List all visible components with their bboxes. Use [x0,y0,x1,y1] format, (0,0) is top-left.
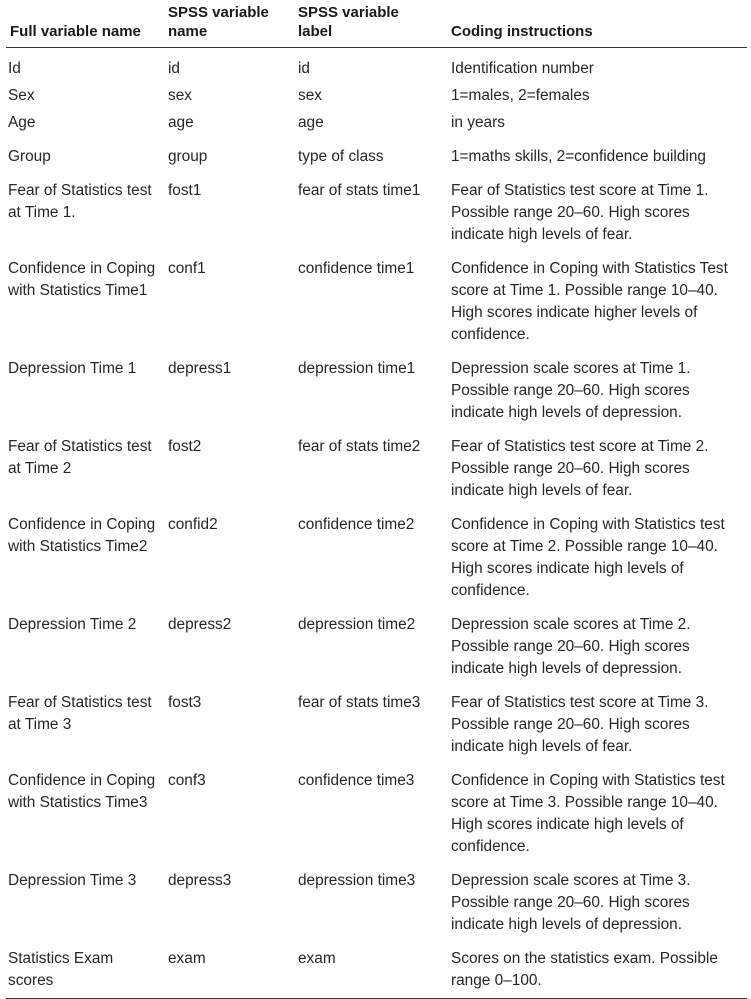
coding-instructions: Fear of Statistics test score at Time 1. Possible range 20–60. High scores indicate high levels of fear. [451,182,709,243]
full-variable-name: Age [8,114,36,131]
table-header [6,0,747,48]
spss-variable-name: fost2 [168,438,202,455]
spss-variable-name: id [168,60,180,77]
table-row [6,436,747,514]
coding-instructions: Confidence in Coping with Statistics test score at Time 3. Possible range 10–40. High scores indicate high levels of confidence. [451,772,725,855]
coding-instructions: Depression scale scores at Time 1. Possible range 20–60. High scores indicate high levels of depression. [451,360,691,421]
coding-instructions: Confidence in Coping with Statistics Test score at Time 1. Possible range 10–40. High scores indicate higher levels of confidence. [451,260,728,343]
full-variable-name: Fear of Statistics test at Time 2 [8,438,152,477]
spss-variable-label: sex [298,87,322,104]
spss-variable-name: age [168,114,194,131]
spss-variable-label: id [298,60,310,77]
spss-variable-label: depression time2 [298,616,416,633]
spss-variable-name: conf1 [168,260,206,277]
spss-variable-label: exam [298,950,336,967]
full-variable-name: Sex [8,87,35,104]
spss-variable-label: confidence time1 [298,260,415,277]
table-row [6,770,747,870]
header-spss-variable-name: SPSS variable name [168,0,298,48]
full-variable-name: Confidence in Coping with Statistics Time2 [8,516,156,555]
spss-variable-label: fear of stats time3 [298,694,421,711]
spss-variable-label: fear of stats time2 [298,438,421,455]
table-row [6,870,747,948]
spss-variable-label: depression time1 [298,360,416,377]
spss-variable-name: depress2 [168,616,232,633]
table-row [6,180,747,258]
table-row [6,48,747,86]
coding-instructions: Identification number [451,60,594,77]
spss-variable-name: fost3 [168,694,202,711]
table-body [6,48,747,999]
header-coding-instructions: Coding instructions [451,0,747,48]
table-row [6,258,747,358]
table-row [6,85,747,112]
full-variable-name: Fear of Statistics test at Time 3 [8,694,152,733]
coding-instructions: Fear of Statistics test score at Time 3. Possible range 20–60. High scores indicate high levels of fear. [451,694,709,755]
table-row [6,146,747,180]
table-row [6,358,747,436]
spss-variable-name: confid2 [168,516,218,533]
coding-instructions: 1=maths skills, 2=confidence building [451,148,706,165]
spss-variable-label: type of class [298,148,384,165]
spss-variable-name: conf3 [168,772,206,789]
coding-instructions: in years [451,114,505,131]
coding-instructions: Fear of Statistics test score at Time 2. Possible range 20–60. High scores indicate high levels of fear. [451,438,709,499]
full-variable-name: Group [8,148,51,165]
spss-variable-name: depress3 [168,872,232,889]
header-full-variable-name: Full variable name [6,0,168,48]
spss-variable-name: depress1 [168,360,232,377]
table-row [6,948,747,999]
spss-variable-label: confidence time3 [298,772,415,789]
spss-variable-label: age [298,114,324,131]
table-row [6,692,747,770]
full-variable-name: Statistics Exam scores [8,950,114,989]
header-row [6,0,747,48]
full-variable-name: Confidence in Coping with Statistics Time1 [8,260,156,299]
full-variable-name: Id [8,60,21,77]
coding-instructions: 1=males, 2=females [451,87,590,104]
coding-instructions: Confidence in Coping with Statistics test score at Time 2. Possible range 10–40. High scores indicate high levels of confidence. [451,516,725,599]
full-variable-name: Fear of Statistics test at Time 1. [8,182,152,221]
table-row [6,112,747,146]
spss-variable-name: fost1 [168,182,202,199]
coding-instructions: Depression scale scores at Time 3. Possible range 20–60. High scores indicate high levels of depression. [451,872,691,933]
coding-instructions: Scores on the statistics exam. Possible range 0–100. [451,950,718,989]
coding-instructions: Depression scale scores at Time 2. Possible range 20–60. High scores indicate high levels of depression. [451,616,691,677]
spss-variable-label: confidence time2 [298,516,415,533]
full-variable-name: Depression Time 3 [8,872,137,889]
spss-variable-label: depression time3 [298,872,416,889]
spss-variable-name: sex [168,87,192,104]
header-spss-variable-label: SPSS variable label [298,0,451,48]
full-variable-name: Depression Time 2 [8,616,137,633]
full-variable-name: Confidence in Coping with Statistics Time3 [8,772,156,811]
spss-variable-name: exam [168,950,206,967]
table-row [6,614,747,692]
table-row [6,514,747,614]
codebook-table [6,0,747,999]
spss-variable-name: group [168,148,208,165]
full-variable-name: Depression Time 1 [8,360,137,377]
spss-variable-label: fear of stats time1 [298,182,421,199]
